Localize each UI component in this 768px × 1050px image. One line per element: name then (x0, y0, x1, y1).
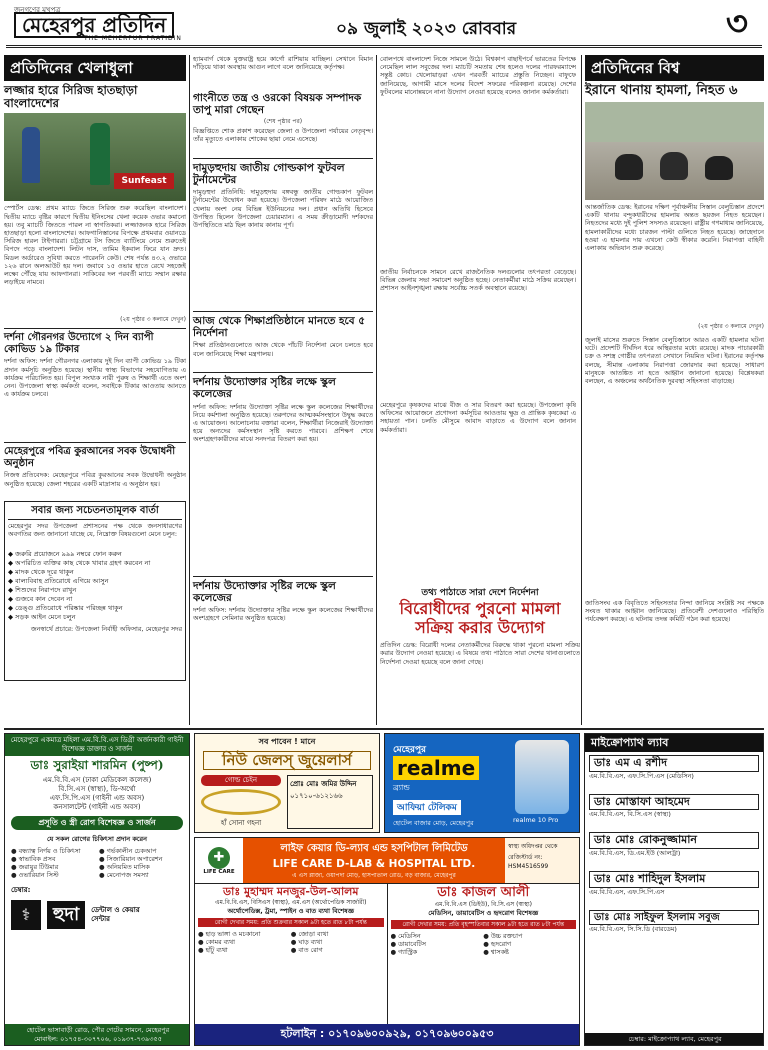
center-body-1: বোলপথে বাংলাদেশ নিজে সামলে উঠে। বিশ্বকাপ বাছাইপর্বে ভারতের বিপক্ষে নেমেছিল লাল সবুজের দল। ম্যাচটি সমতায় শেষ হলেও দলের পারফরম্যান্সে সন্তুষ্ট কোচ। খেলোয়াড়রা এখন পরবর্তী ম্যাচের প্রস্তুতি নিচ্ছেন। বাফুফে জানিয়েছে, আগামী মাসে দলের বিদেশ সফরের পরিকল্পনা রয়েছে। দেশের ফুটবলের মানোন্নয়নে নানা উদ্যোগ নেওয়া হয়েছে বলেও জানান কর্মকর্তারা। (380, 55, 576, 96)
awareness-notice-title: সবার জন্য সচেতনতামূলক বার্তা (8, 505, 182, 520)
list-item: ● স্বাভাবিক প্রসব (11, 855, 56, 863)
headline-covid-vaccine: দর্শনা গৌরনগর উদ্যোগে ২ দিন ব্যাপী কোভিড ১৯ টিকার (4, 332, 154, 355)
jewellers-gold-chain: গোল্ড চেইন (201, 775, 281, 786)
issue-date: ০৯ জুলাই ২০২৩ রোববার (336, 19, 517, 39)
newspaper-name: মেহেরপুর প্রতিদিন (14, 12, 174, 38)
list-item: ● হাড় ভাঙ্গা ও মচকানো (198, 929, 261, 938)
list-item: ◆ মাদক থেকে দূরে থাকুন (8, 567, 74, 576)
lab-doctor-name: ডাঃ মোস্তাফা আহমেদ (589, 794, 759, 811)
tooth-icon: ⚕ (11, 900, 41, 930)
gyn-degree-4: কনসালটেন্ট (গাইনী এন্ড অবস) (53, 802, 141, 811)
lab-doctor-card (589, 832, 759, 867)
lab-doctor-degree: এম.বি.বি.এস, বি.সি.এস (স্বাস্থ্য) (589, 810, 671, 819)
lab-doctor-name: ডাঃ এম এ রশীদ (589, 755, 759, 772)
subheadline-instruction: তথ্য পাঠাতে সারা দেশে নির্দেশনা (421, 588, 539, 598)
list-item: ● অনিয়মিত মাসিক (99, 863, 150, 872)
entrepreneur-college-body: দর্শনা অফিস: দর্শনায় উদ্যোক্তা সৃষ্টির লক্ষে স্কুল কলেজের শিক্ষার্থীদের নিয়ে কর্মশালা অনুষ্ঠিত হয়েছে। তরুণদের আত্মকর্মসংস্থানে উদ্বুদ্ধ করতে এ আয়োজন। আলোচনায় বক্তারা বলেন, শিক্ষার্থীরা নিজেরাই উদ্যোক্তা হয়ে অন্যদের কর্মসংস্থান সৃষ্টি করতে পারবে। প্রশিক্ষণ শেষে অংশগ্রহণকারীদের মাঝে সনদপত্র বিতরণ করা হয়। (193, 402, 373, 444)
list-item: ● ওভারিয়ান সিস্ট (11, 871, 59, 880)
lab-name: মাইক্রোপ্যাথ ল্যাব (585, 734, 763, 752)
realme-shop-city: মেহেরপুর (393, 745, 427, 755)
lab-doctor-degree: এম.বি.বি.এস, এফ.সি.পি.এস (মেডিসিন) (589, 771, 694, 780)
list-item: ◆ গুজবে কান দেবেন না (8, 594, 73, 603)
list-item: ● মেনোপজ সমস্যা (99, 871, 149, 880)
opposition-case-story (380, 588, 580, 725)
awareness-notice-intro: মেহেরপুর সদর উপজেলা প্রশাসনের পক্ষ থেকে জনসাধারণের অবগতির জন্য জানানো যাচ্ছে যে, নিম্নোক্ত বিষয়গুলো মেনে চলুন: (8, 521, 182, 539)
life-care-logo (195, 838, 243, 883)
list-item: ● জোড়া ব্যথা (290, 929, 329, 938)
awareness-notice-box (4, 501, 186, 681)
life-care-name-en: LIFE CARE D-LAB & HOSPITAL LTD. (272, 858, 476, 870)
gyn-address: হোটেল ভাসাবাড়ী রোড, পৌর গেটের সামনে, মেহেরপুর (26, 1026, 170, 1034)
jewellers-phone: ০১৭১০-৬১২১৬৬ (290, 792, 343, 801)
realme-dealer: আফিয়া টেলিকম (393, 800, 461, 815)
doctor-ortho-name: ডাঃ মুহাম্মদ মনজুর-উল-আলম (223, 885, 359, 898)
realme-phone-model: realme 10 Pro (513, 816, 559, 824)
lab-doctor-degree: এম.বি.বি.এস, ডি.এম.ইউ (আলট্রা) (589, 848, 681, 857)
list-item: ● হৃদরোগ (483, 940, 512, 949)
gyn-contact-bar (5, 1024, 190, 1045)
doctor-ortho-degree: এম.বি.বি.এস, বিসিএস (স্বাস্থ্য), এম.এস (অর্থোপেডিক সার্জারী) (214, 898, 367, 906)
headline-entrepreneur-college: দর্শনায় উদ্যোক্তার সৃষ্টির লক্ষে স্কুল কলেজের (193, 376, 336, 401)
gyn-degree-2: বি.সি.এস (স্বাস্থ্য), ডি-অর্থো (58, 784, 136, 793)
list-item: ● শ্বাসকষ্ট (483, 948, 509, 957)
micropath-lab-ad (584, 733, 764, 1046)
life-care-logo-text: LIFE CARE (203, 868, 235, 875)
left-column (4, 55, 186, 725)
opposition-cases-body: প্রতিদিন ডেস্ক: বিরোধী দলের নেতাকর্মীদের বিরুদ্ধে থাকা পুরনো মামলা সক্রিয় করার উদ্যোগ নেওয়া হয়েছে। এ বিষয়ে তথ্য পাঠাতে সারা দেশের থানাগুলোতে নির্দেশনা দেওয়া হয়েছে বলে জানা গেছে। (380, 641, 580, 666)
life-care-name-bn: লাইফ কেয়ার ডি-ল্যাব এন্ড হসপিটাল লিমিটেড (280, 843, 468, 854)
list-item: ◆ সড়ক আইন মেনে চলুন (8, 612, 76, 621)
realme-address: হোটেল বাজার মোড়, মেহেরপুর (393, 819, 474, 827)
jewellers-name: নিউ জেলস্ জুয়েলার্স (203, 751, 371, 770)
lab-doctor-degree: এম.বি.বি.এস, এফ.সি.পি.এস (589, 887, 665, 896)
gyn-mobile: মোবাইল: ০১৭৫৪-৩০৭৭০৬, ০১৯৩৭-৭৩৯৩৫৫ (34, 1034, 162, 1043)
list-item: ● সিজারিয়ান অপারেশন (99, 855, 163, 863)
gyn-chamber-block (5, 900, 189, 930)
list-item: ● গর্ভকালীন চেকআপ (99, 846, 157, 855)
list-item: ◆ বাল্যবিবাহ প্রতিরোধে এগিয়ে আসুন (8, 576, 109, 585)
list-item: ◆ জরুরি প্রয়োজনে ৯৯৯ নম্বরে ফোন করুন (8, 549, 122, 558)
newspaper-name-english: THE MEHERPUR PRATIDIN (84, 35, 182, 42)
list-item: ● গ্যাস্ট্রিক (390, 948, 418, 957)
list-item: ● মেডিসিন (390, 931, 421, 940)
continued-note: (২য় পৃষ্ঠার ৩ কলামে দেখুন) (120, 316, 186, 324)
iran-attack-body-3: জাতিসংঘ এক বিবৃতিতে সহিংসতার নিন্দা জানিয়ে সংশ্লিষ্ট সব পক্ষকে সংযত থাকার আহ্বান জানিয়েছে। প্রতিবেশী দেশগুলোও পরিস্থিতি পর্যবেক্ষণ করছে। এ ঘটনায় তদন্ত কমিটি গঠন করা হয়েছে। (585, 598, 764, 624)
list-item: ◆ ডেঙ্গু প্রতিরোধে পরিষ্কার পরিচ্ছন্ন থাকুন (8, 603, 123, 612)
right-column (585, 55, 764, 725)
jewellers-owner: প্রোঃ মোঃ জমির উদ্দিন (290, 780, 357, 789)
list-item: ● বাত রোগ (290, 946, 323, 955)
phone-icon (515, 740, 569, 814)
headline-opposition-cases: বিরোধীদের পুরনো মামলা সক্রিয় করার উদ্যোগ (399, 599, 561, 637)
headline-series-loss: লজ্জার হারে সিরিজ হাতছাড়া বাংলাদেশের (4, 83, 138, 111)
realme-brand-logo: realme (393, 756, 479, 780)
lab-doctor-name: ডাঃ মোঃ সাইফুল ইসলাম সবুজ (589, 910, 759, 926)
doctor-ortho-time: রোগী দেখার সময়: প্রতি শুক্রবার সকাল ৯টা হতে রাত ৮টা পর্যন্ত (198, 918, 384, 927)
iran-attack-body-2: জুলাই মাসের শুরুতে সিস্তান বেলুচিস্তানে আরও একটি হামলার ঘটনা ঘটে। প্রদেশটি দীর্ঘদিন ধরে অস্থিরতার মধ্যে রয়েছে। মাদক পাচারকারী চক্র ও সশস্ত্র গোষ্ঠীর তৎপরতা সেখানে নিয়মিত ঘটনা। ইরানের কর্তৃপক্ষ বলছে, সীমান্ত এলাকায় নিরাপত্তা জোরদার করা হয়েছে। সাধারণ মানুষকে আতঙ্কিত না হতে আহ্বান জানানো হয়েছে। বিশ্লেষকরা বলছেন, এ অঞ্চলের অর্থনৈতিক দুরবস্থা সহিংসতা বাড়াচ্ছে। (585, 335, 764, 385)
awareness-notice-list (8, 550, 182, 622)
list-item: ● বন্ধ্যাত্ব নির্ণয় ও চিকিৎসা (11, 846, 81, 855)
list-item: ● উচ্চ রক্তচাপ (483, 931, 523, 940)
masthead (6, 4, 762, 48)
doctor-medicine-card (388, 884, 580, 1024)
center-body-3: মেহেরপুরে কৃষকদের মাঝে বীজ ও সার বিতরণ করা হয়েছে। উপজেলা কৃষি অফিসের আয়োজনে প্রণোদনা কর্মসূচির আওতায় ক্ষুদ্র ও প্রান্তিক কৃষকেরা এ সহায়তা পান। চলতি মৌসুমে আবাদ বাড়াতে এ উদ্যোগ বলে জানান কর্মকর্তারা। (380, 401, 576, 434)
lab-doctor-card (589, 871, 759, 906)
gyn-doctor-name: ডাঃ সুরাইয়া শারমিন (পুষ্প) (30, 758, 164, 772)
masthead-tagline: জনগণের মুখপত্র (14, 6, 61, 14)
headline-quran-program: মেহেরপুরে পবিত্র কুরআনের সবক উদ্বোধনী অনুষ্ঠান (4, 446, 176, 469)
iran-police-photo (585, 102, 764, 200)
list-item: ● হাঁটু ব্যথা (198, 946, 228, 955)
goldcup-football-body: দামুড়হুদা প্রতিনিধি: দামুড়হুদায় বঙ্গবন্ধু জাতীয় গোল্ডকাপ ফুটবল টুর্নামেন্টের উদ্বোধন করা হয়েছে। উপজেলা পরিষদ মাঠে আয়োজিত খেলায় অংশ নেয় বিভিন্ন ইউনিয়নের দল। প্রধান অতিথি হিসেবে উপস্থিত ছিলেন উপজেলা চেয়ারম্যান। এ সময় ক্রীড়ামোদী দর্শকদের উপস্থিতিতে মাঠ ছিল কানায় কানায় পূর্ণ। (193, 188, 373, 230)
headline-education-directives: আজ থেকে শিক্ষাপ্রতিষ্ঠানে মানতে হবে ৫ নির্দেশনা (193, 315, 366, 340)
cricket-photo (4, 113, 186, 201)
center-body-2: জাতীয় নির্বাচনকে সামনে রেখে রাজনৈতিক দলগুলোর তৎপরতা বেড়েছে। বিভিন্ন জেলায় সভা সমাবেশ অনুষ্ঠিত হচ্ছে। নেতাকর্মীরা মাঠে সক্রিয় রয়েছেন। প্রশাসন আইনশৃঙ্খলা রক্ষায় সর্বোচ্চ সতর্ক অবস্থানে রয়েছে। (380, 268, 576, 293)
ring-icon (201, 789, 281, 815)
list-item: ◆ অপরিচিত ব্যক্তির কাছ থেকে খাবার গ্রহণ করবেন না (8, 558, 151, 567)
lab-footer: চেম্বার: মাইক্রোপ্যাথ ল্যাব, মেহেরপুর (585, 1033, 764, 1045)
gangni-death-body: বিজ্ঞপ্তিতে শোক প্রকাশ করেছেন জেলা ও উপজেলা পর্যায়ের নেতৃবৃন্দ। তাঁর মৃত্যুতে এলাকায় শোকের ছায়া নেমে এসেছে। (193, 127, 373, 144)
doctor-medicine-time: রোগী দেখার সময়: প্রতি বৃহস্পতিবার সকাল ৯টা হতে রাত ৮টা পর্যন্ত (391, 920, 577, 929)
life-care-registration: স্বাস্থ্য অধিদপ্তর থেকে রেজিস্টার্ড নং: HSM4516599 (505, 838, 579, 883)
doctor-ortho-card (195, 884, 388, 1024)
realme-brand-sub: ব্র্যান্ড (393, 783, 410, 792)
list-item: ● ঘাড় ব্যথা (290, 937, 323, 946)
jewellers-top-line: সব পাবেন ! মানে (258, 737, 316, 746)
middle-intro-text: হ্যামবার্গ থেকে যুক্তরাষ্ট্র হয়ে কার্গো রাশিয়ায় যাচ্ছিল। সেখানে বিমান দাঁড়িয়ে থাকা অবস্থায় আগুন লাগে বলে জানিয়েছে কর্তৃপক্ষ। (193, 55, 373, 72)
lab-doctor-degree: এম.বি.বি.এস, সি.সি.ডি (বারডেম) (589, 925, 677, 934)
lab-doctor-name: ডাঃ মোঃ শাহিদুল ইসলাম (589, 871, 759, 888)
gyn-services-title: যে সকল রোগের চিকিৎসা প্রদান করেন (47, 834, 147, 843)
quran-program-body: নিজস্ব প্রতিবেদক: মেহেরপুরে পবিত্র কুরআনের সবক উদ্বোধনী অনুষ্ঠান অনুষ্ঠিত হয়েছে। জেলা শহরের একটি মাদ্রাসায় এ অনুষ্ঠান হয়। (4, 471, 186, 488)
doctor-ortho-specialty: অর্থোপেডিক্স, ট্রমা, স্পাইন ও বাত ব্যথা বিশেষজ্ঞ (227, 906, 354, 915)
gyn-ad-top: মেহেরপুরে একমাত্র মহিলা এম.বি.বি.এস ডিগ্রী অর্জনকারী গাইনী বিশেষজ্ঞ ডাক্তার ও সার্জন (5, 734, 189, 756)
headline-iran-attack: ইরানে থানায় হামলা, নিহত ৬ (585, 83, 738, 98)
doctor-medicine-name: ডাঃ কাজল আলী (437, 885, 530, 900)
gynecologist-ad (4, 733, 190, 1046)
gyn-degree-3: এফ.সি.পি.এস (গাইনী এন্ড অবস) (49, 793, 145, 802)
list-item: ● কোমর ব্যথা (198, 937, 236, 946)
doctor-medicine-services (391, 932, 577, 957)
list-item: ● জরায়ুর টিউমার (11, 863, 59, 872)
jewellers-tag: হাঁ সোনা গহনা (220, 819, 262, 828)
gyn-chamber-sub: ডেন্টাল ও কেয়ার সেন্টার (91, 905, 140, 923)
list-item: ◆ শিশুদের নিরাপদে রাখুন (8, 585, 77, 594)
headline-entrepreneur-college-2: দর্শনায় উদ্যোক্তার সৃষ্টির লক্ষে স্কুল কলেজের (193, 579, 336, 604)
lab-doctor-list (585, 752, 763, 950)
gyn-degree-1: এম.বি.বি.এস (ঢাকা মেডিকেল কলেজ) (42, 775, 152, 784)
gyn-specialty: প্রসূতি ও স্ত্রী রোগ বিশেষজ্ঞ ও সার্জন (11, 816, 183, 830)
life-care-hotline: হটলাইন : ০১৭০৯৬০০৯২৯, ০১৭০৯৬০০৯৫৩ (195, 1024, 579, 1045)
life-care-hospital-ad (194, 837, 580, 1046)
sponsor-banner: Sunfeast (114, 173, 174, 189)
awareness-notice-sign: জনস্বার্থে প্রচারে: উপজেলা নির্বাহী অফিসার, মেহেরপুর সদর (30, 624, 182, 633)
continued-note-right: (২য় পৃষ্ঠার ৩ কলামে দেখুন) (698, 322, 764, 330)
entrepreneur-college-2-body: দর্শনা অফিস: দর্শনায় উদ্যোক্তার সৃষ্টির লক্ষে স্কুল কলেজের শিক্ষার্থীদের অংশগ্রহণে সেমিনার অনুষ্ঠিত হয়েছে। (193, 605, 373, 622)
lab-doctor-card (589, 910, 759, 944)
lab-doctor-card (589, 794, 759, 829)
list-item: ● ডায়াবেটিস (390, 940, 426, 949)
sports-section-header: প্রতিদিনের খেলাধুলা (4, 55, 186, 81)
continued-from-note: (শেষ পৃষ্ঠার পর) (263, 118, 303, 126)
doctor-ortho-services (198, 930, 384, 955)
world-section-header: প্রতিদিনের বিশ্ব (585, 55, 764, 81)
iran-attack-body: আন্তর্জাতিক ডেস্ক: ইরানের দক্ষিণ পূর্বাঞ্চলীয় সিস্তান বেলুচিস্তান প্রদেশে একটি থানায় বন্দুকধারীদের হামলায় অন্তত ছয়জন নিহত হয়েছেন। নিহতদের মধ্যে দুই পুলিশ সদস্যও রয়েছেন। রাষ্ট্রীয় গণমাধ্যম জানিয়েছে, হামলাকারীদের মধ্যে চারজন পাল্টা গুলিতে নিহত হয়েছে। জাহেদানে হওয়া এ হামলার দায় এখনো কেউ স্বীকার করেনি। নিরাপত্তা বাহিনী এলাকায় অভিযান শুরু করেছে। (585, 202, 764, 252)
lab-doctor-name: ডাঃ মোঃ রোকনুজ্জামান (589, 832, 759, 849)
page-number: ৩ (725, 4, 748, 44)
headline-goldcup-football: দামুড়হুদায় জাতীয় গোল্ডকাপ ফুটবল টুর্নামেন্টের (193, 162, 345, 187)
lab-doctor-card (589, 755, 759, 790)
covid-vaccine-body: দর্শনা অফিস: দর্শনা গৌরনগর এলাকায় দুই দিন ব্যাপী কোভিড ১৯ টিকা প্রদান কর্মসূচি অনুষ্ঠিত হয়েছে। স্থানীয় স্বাস্থ্য বিভাগের সহযোগিতায় এ কার্যক্রম পরিচালিত হয়। বিপুল সংখ্যক নারী পুরুষ ও শিক্ষার্থী এতে অংশ নেন। উপজেলা স্বাস্থ্য কর্মকর্তা বলেন, সবাইকে টিকার আওতায় আনতে এ কার্যক্রম চলবে। (4, 357, 186, 399)
realme-ad (384, 733, 580, 833)
series-loss-body: স্পোর্টস ডেস্ক: প্রথম ম্যাচে জিতে সিরিজ শুরু করেছিল বাংলাদেশ। দ্বিতীয় ম্যাচে বৃষ্টির কারণে দ্বিতীয় ইনিংসের খেলা কয়েক ওভার কমানো হয়। তবু ম্যাচটি জিততে পারল না স্বাগতিকরা। লজ্জাজনক হারে সিরিজ হাতছাড়া হলো বাংলাদেশের। আফগানিস্তানের বিপক্ষে প্রথমবার ওয়ানডে সিরিজ হারল টাইগাররা। চট্টগ্রামে টস জিতে ব্যাটিংয়ে নেমে শুরুতেই বিপদে পড়ে বাংলাদেশ। লিটন দাস, তামিম ইকবাল ফিরে যান দ্রুত। মিডল অর্ডারেও সুবিধা করতে পারেননি কেউ। শেষ পর্যন্ত ৪৩.২ ওভারে ১২৬ রানে অলআউট হয় দল। জবাবে ১৫ ওভার হাতে রেখে সহজেই লক্ষ্যে পৌঁছে যায় আফগানরা। সাকিবের দল পরবর্তী ম্যাচে সম্মান রক্ষার লড়াইয়ে নামবে। (4, 204, 186, 287)
gyn-chamber-name: হুদা (47, 901, 85, 929)
life-care-address: এ এস প্লাজা, ওয়াপদা মোড়, হাসপাতাল রোড, বড় বাজার, মেহেরপুর (292, 872, 456, 879)
doctor-medicine-specialty: মেডিসিন, ডায়াবেটিস ও হৃদরোগ বিশেষজ্ঞ (428, 908, 539, 917)
medical-cross-icon: ✚ (208, 847, 230, 869)
gyn-chamber-label: চেম্বার: (11, 885, 31, 894)
doctor-medicine-degree: এম.বি.বি.এস (ডিইউ), বি.সি.এস (স্বাস্থ্য) (434, 900, 532, 908)
middle-column (193, 55, 373, 725)
gyn-services-list (5, 845, 189, 882)
jewellers-ad (194, 733, 380, 833)
headline-gangni-death: গাংনীতে তন্ত্র ও ওরকো বিষয়ক সম্পাদক তাপু মারা গেছেন (193, 92, 362, 117)
education-directives-body: শিক্ষা প্রতিষ্ঠানগুলোতে আজ থেকে পাঁচটি নির্দেশনা মেনে চলতে হবে বলে জানিয়েছে শিক্ষা মন্ত্রণালয়। (193, 341, 373, 358)
